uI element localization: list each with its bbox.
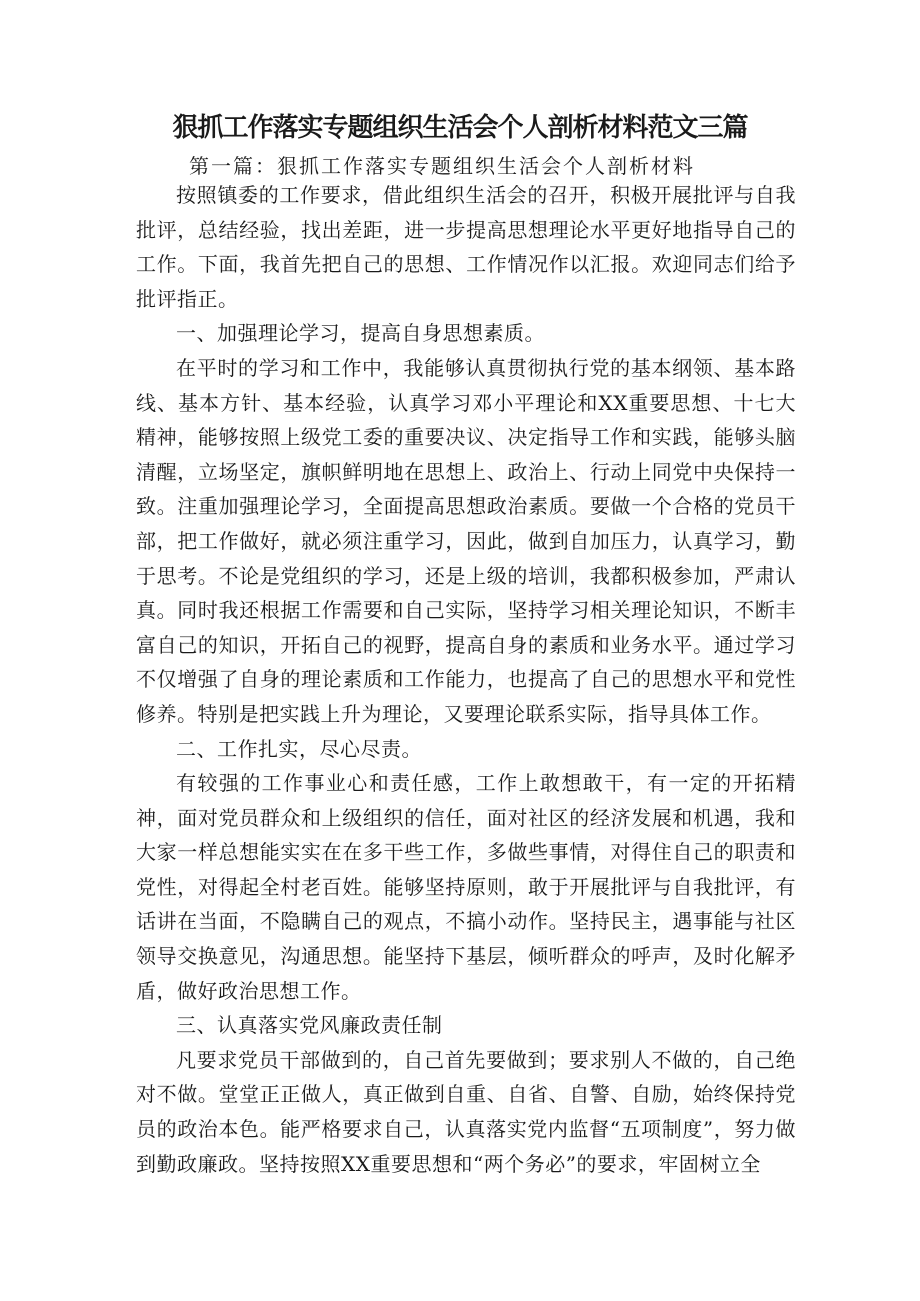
paragraph-section-3: 凡要求党员干部做到的，自己首先要做到；要求别人不做的，自己绝对不做。堂堂正正做人，真正做到自重、自省、自警、自励，始终保持党员的政治本色。能严格要求自己，认真落实党内监督“五项制度”，努力做到勤政廉政。坚持按照XX重要思想和“两个务必”的要求，牢固树立全: [136, 1047, 796, 1176]
document-body: [136, 178, 796, 1181]
paragraph-section-1: 在平时的学习和工作中，我能够认真贯彻执行党的基本纲领、基本路线、基本方针、基本经验，认真学习邓小平理论和XX重要思想、十七大精神，能够按照上级党工委的重要决议、决定指导工作和实践，能够头脑清醒，立场坚定，旗帜鲜明地在思想上、政治上、行动上同党中央保持一致。注重加强理论学习，全面提高思想政治素质。要做一个合格的党员干部，把工作做好，就必须注重学习，因此，做到自加压力，认真学习，勤于思考。不论是党组织的学习，还是上级的培训，我都积极参加，严肃认真。同时我还根据工作需要和自己实际，坚持学习相关理论知识，不断丰富自己的知识，开拓自己的视野，提高自身的素质和业务水平。通过学习不仅增强了自身的理论素质和工作能力，也提高了自己的思想水平和党性修养。特别是把实践上升为理论，又要理论联系实际，指导具体工作。: [136, 355, 796, 726]
section-heading-1: 一、加强理论学习，提高自身思想素质。: [176, 321, 545, 346]
paragraph-section-2: 有较强的工作事业心和责任感，工作上敢想敢干，有一定的开拓精神，面对党员群众和上级组织的信任，面对社区的经济发展和机遇，我和大家一样总想能实实在在多干些工作，多做些事情，对得住自己的职责和党性，对得起全村老百姓。能够坚持原则，敢于开展批评与自我批评，有话讲在当面，不隐瞒自己的观点，不搞小动作。坚持民主，遇事能与社区领导交换意见，沟通思想。能坚持下基层，倾听群众的呼声，及时化解矛盾，做好政治思想工作。: [136, 771, 796, 1003]
paragraph-intro: 按照镇委的工作要求，借此组织生活会的召开，积极开展批评与自我批评，总结经验，找出差距，进一步提高思想理论水平更好地指导自己的工作。下面，我首先把自己的思想、工作情况作以汇报。欢迎同志们给予批评指正。: [136, 183, 796, 311]
document-title: 狠抓工作落实专题组织生活会个人剖析材料范文三篇: [172, 113, 748, 143]
section-heading-3: 三、认真落实党风廉政责任制: [176, 1013, 443, 1038]
document-subtitle: 第一篇：狠抓工作落实专题组织生活会个人剖析材料: [189, 154, 695, 178]
section-heading-2: 二、工作扎实，尽心尽责。: [176, 736, 422, 761]
